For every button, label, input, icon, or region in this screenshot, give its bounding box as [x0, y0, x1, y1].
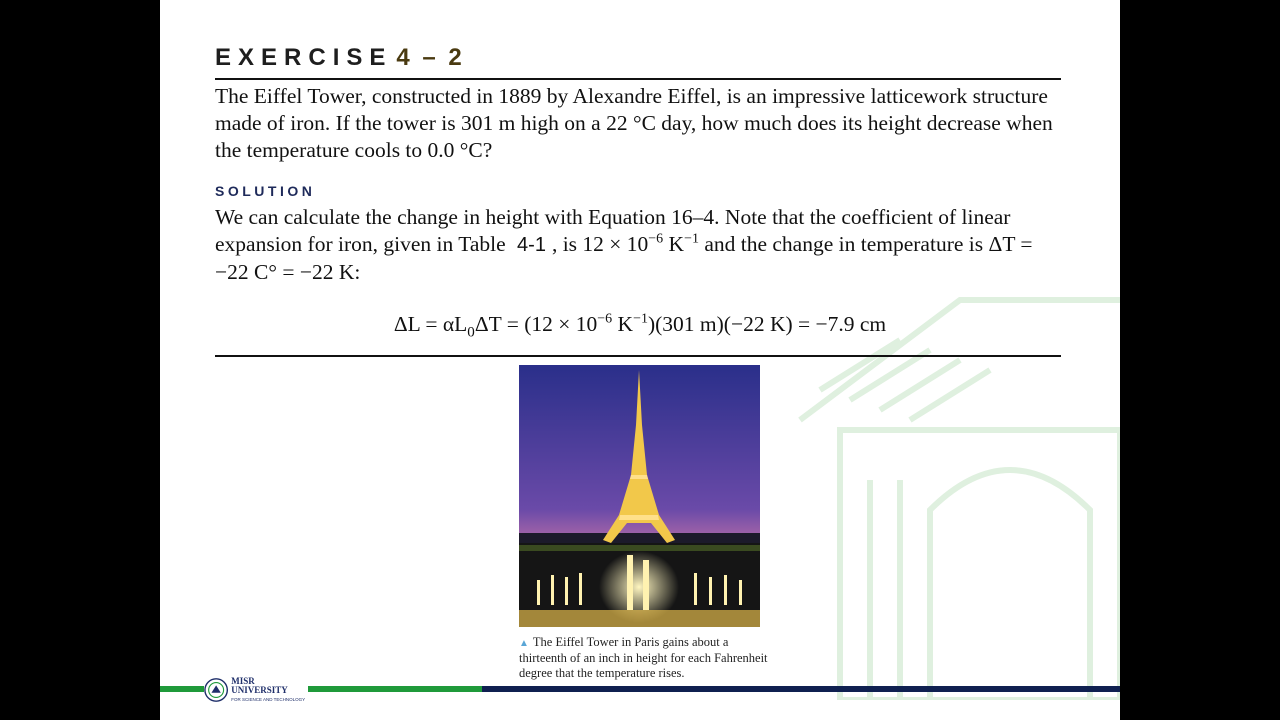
top-rule: [215, 78, 1061, 80]
university-seal-icon: [204, 677, 228, 703]
slide: [160, 0, 1120, 720]
figure-caption: ▲ The Eiffel Tower in Paris gains about a thirteenth of an inch in height for each Fahrenheit degree that the temperature rises.: [519, 635, 768, 680]
solution-text: We can calculate the change in height with Equation 16–4. Note that the coefficient of linear expansion for iron, given in Table 4-1 , is $12 \times 10^{-6}$ $K^{-1}$ and the change in temperature is ΔT = −22 C° = −22 K:: [215, 205, 1033, 284]
table-reference: 4-1: [517, 234, 546, 256]
logo-name: MISR UNIVERSITY: [231, 675, 288, 695]
exercise-title: EXERCISE 4 – 2: [215, 44, 465, 71]
bottom-rule: [215, 355, 1061, 357]
triangle-icon: ▲: [519, 638, 529, 649]
university-logo: [204, 675, 308, 705]
logo-subtitle: FOR SCIENCE AND TECHNOLOGY: [231, 696, 306, 702]
building-watermark: [780, 280, 1120, 700]
eiffel-tower-photo: [519, 365, 760, 627]
problem-text: The Eiffel Tower, constructed in 1889 by Alexandre Eiffel, is an impressive latticework structure made of iron. If the tower is 301 m high on a 22 °C day, how much does its height decrease when the temperature cools to 0.0 °C?: [215, 84, 1053, 162]
solution-heading: SOLUTION: [215, 183, 316, 199]
exercise-number: 4 – 2: [396, 44, 465, 71]
equation: $\Delta L = \alpha L_0\Delta T = (12 \times 10^{-6}$ $K^{-1})(301$ m)(−22 K) = −7.9 cm: [393, 311, 887, 341]
footer-bar-navy: [482, 686, 1120, 692]
